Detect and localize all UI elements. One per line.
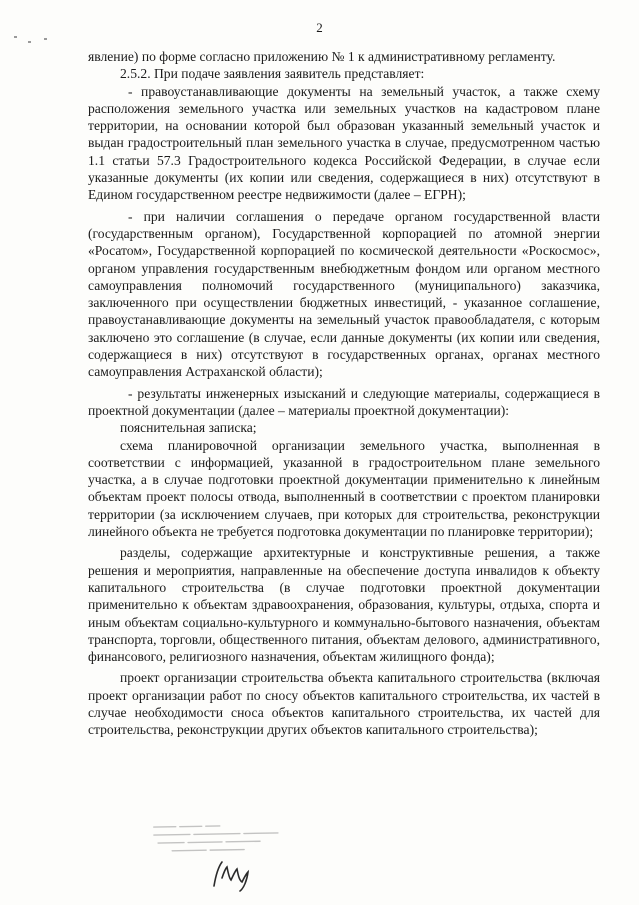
scan-speck	[28, 41, 31, 43]
page-number: 2	[316, 20, 323, 35]
stamp-lines	[150, 819, 286, 861]
approval-stamp	[150, 819, 286, 861]
paragraph-construction-organization: проект организации строительства объекта капитального строительства (включая проект организации работ по сносу объектов капитального строительства, их частей в случае необходимости сноса объектов капитального строительства, их частей для строительства, реконструкции других объектов капитального строительства);	[88, 670, 600, 738]
paragraph-site-plan: схема планировочной организации земельного участка, выполненная в соответствии с информацией, указанной в градостроительном плане земельного участка, а в случае подготовки проектной документации применительно к линейным объектам проект полосы отвода, выполненный в соответствии с проектом планировки территории (за исключением случаев, при которых для строительства, реконструкции линейного объекта не требуется подготовка документации по планировке территории);	[88, 437, 600, 540]
handwritten-signature	[210, 858, 260, 892]
scan-speck	[14, 36, 17, 38]
paragraph-explanatory-note: пояснительная записка;	[120, 420, 257, 436]
paragraph-land-documents: - правоустанавливающие документы на земельный участок, а также схему расположения земельного участка или земельных участков на кадастровом плане территории, на основании которой был образован указанный земельный участок и выдан градостроительный план земельного участка в случае, предусмотренном частью 1.1 статьи 57.3 Градостроительного кодекса Российской Федерации, в случае если указанные документы (их копии или сведения, содержащиеся в них) отсутствуют в Едином государственном реестре недвижимости (далее – ЕГРН);	[88, 83, 600, 203]
paragraph-clause-2-5-2: 2.5.2. При подаче заявления заявитель представляет:	[120, 66, 425, 82]
paragraph-architecture-sections: разделы, содержащие архитектурные и конструктивные решения, а также решения и мероприятия, направленные на обеспечение доступа инвалидов к объекту капитального строительства (в случае подготовки проектной документации применительно к объектам здравоохранения, образования, культуры, отдыха, спорта и иным объектам социально-культурного и коммунально-бытового назначения, объектам транспорта, торговли, общественного питания, объектам делового, административного, финансового, религиозного назначения, объектам жилищного фонда);	[88, 545, 600, 665]
document-body	[88, 48, 600, 739]
scan-speck	[44, 38, 47, 40]
paragraph-agreement: - при наличии соглашения о передаче органом государственной власти (государственным органом), Государственной корпорацией по атомной энергии «Росатом», Государственной корпорацией по космической деятельности «Роскосмос», органом управления государственным внебюджетным фондом или органом местного самоуправления полномочий государственного (муниципального) заказчика, заключенного при осуществлении бюджетных инвестиций, - указанное соглашение, правоустанавливающие документы на земельный участок правообладателя, с которым заключено это соглашение (в случае, если данные документы (их копии или сведения, содержащиеся в них) отсутствуют в государственных органах, органах местного самоуправления Астраханской области);	[88, 208, 600, 380]
paragraph-engineering-surveys: - результаты инженерных изысканий и следующие материалы, содержащиеся в проектной документации (далее – материалы проектной документации):	[88, 385, 600, 418]
paragraph-continuation: явление) по форме согласно приложению № 1 к административному регламенту.	[88, 49, 556, 64]
